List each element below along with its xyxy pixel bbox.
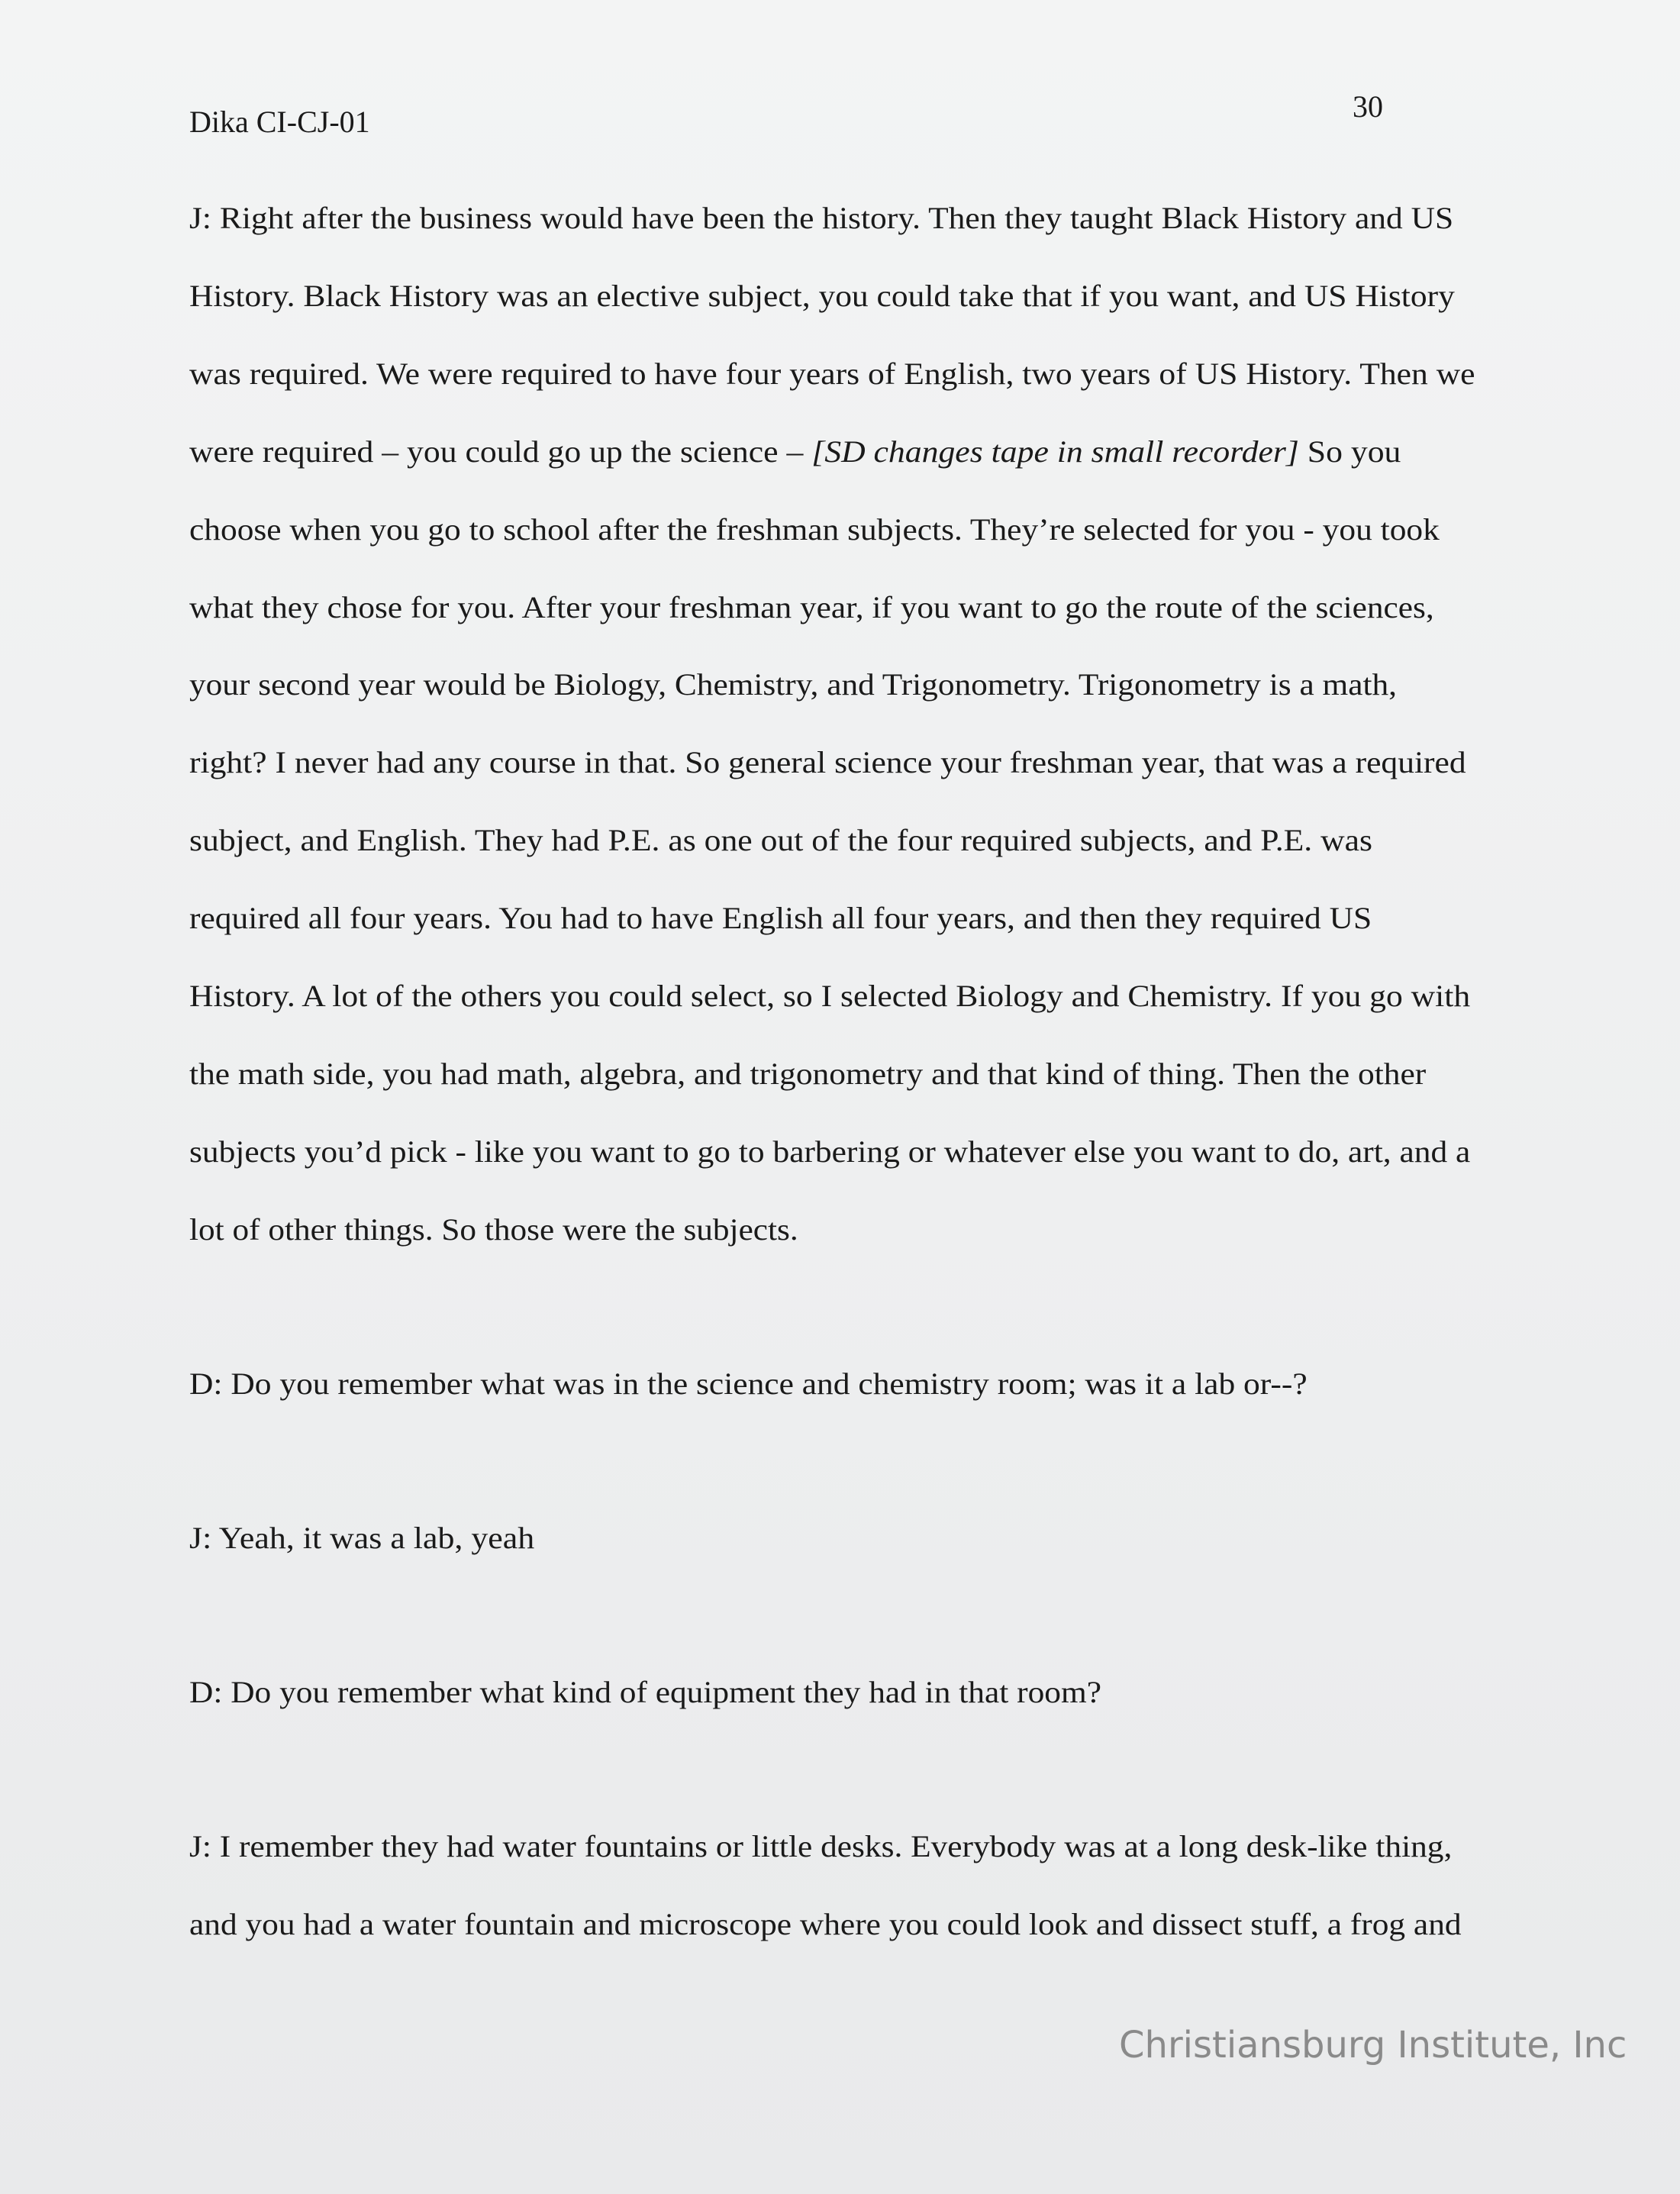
transcript-line: and you had a water fountain and microscope where you could look and dissect stuff, a frog and [189, 1907, 1462, 1941]
transcript-line: the math side, you had math, algebra, and trigonometry and that kind of thing. Then the other [189, 1057, 1427, 1091]
transcript-annotation: [SD changes tape in small recorder] [811, 434, 1299, 469]
transcript-line: J: Right after the business would have been the history. Then they taught Black History and US [189, 201, 1454, 235]
transcript-line: choose when you go to school after the freshman subjects. They’re selected for you - you took [189, 512, 1440, 547]
transcript-line: was required. We were required to have four years of English, two years of US History. Then we [189, 357, 1475, 391]
watermark-text: Christiansburg Institute, Inc [1119, 2024, 1627, 2067]
transcript-line: History. Black History was an elective subject, you could take that if you want, and US History [189, 279, 1455, 313]
transcript-line: right? I never had any course in that. So general science your freshman year, that was a required [189, 745, 1466, 779]
transcript-line: History. A lot of the others you could select, so I selected Biology and Chemistry. If you go with [189, 979, 1471, 1013]
document-id: Dika CI-CJ-01 [189, 105, 370, 139]
transcript-line: were required – you could go up the science – [SD changes tape in small recorder] So you [189, 434, 1401, 469]
transcript-line: your second year would be Biology, Chemistry, and Trigonometry. Trigonometry is a math, [189, 667, 1397, 702]
transcript-line: lot of other things. So those were the subjects. [189, 1212, 798, 1247]
transcript-line: D: Do you remember what was in the science and chemistry room; was it a lab or--? [189, 1366, 1308, 1401]
transcript-line: subjects you’d pick - like you want to go to barbering or whatever else you want to do, art, and a [189, 1134, 1471, 1169]
transcript-line: J: Yeah, it was a lab, yeah [189, 1521, 535, 1555]
transcript-line: required all four years. You had to have English all four years, and then they required US [189, 901, 1372, 935]
transcript-line: what they chose for you. After your freshman year, if you want to go the route of the sciences, [189, 590, 1434, 624]
transcript-line: D: Do you remember what kind of equipment they had in that room? [189, 1675, 1101, 1709]
transcript-line: subject, and English. They had P.E. as one out of the four required subjects, and P.E. was [189, 823, 1373, 857]
page-number: 30 [1353, 89, 1383, 124]
transcript-line: J: I remember they had water fountains or little desks. Everybody was at a long desk-like thing, [189, 1829, 1453, 1863]
